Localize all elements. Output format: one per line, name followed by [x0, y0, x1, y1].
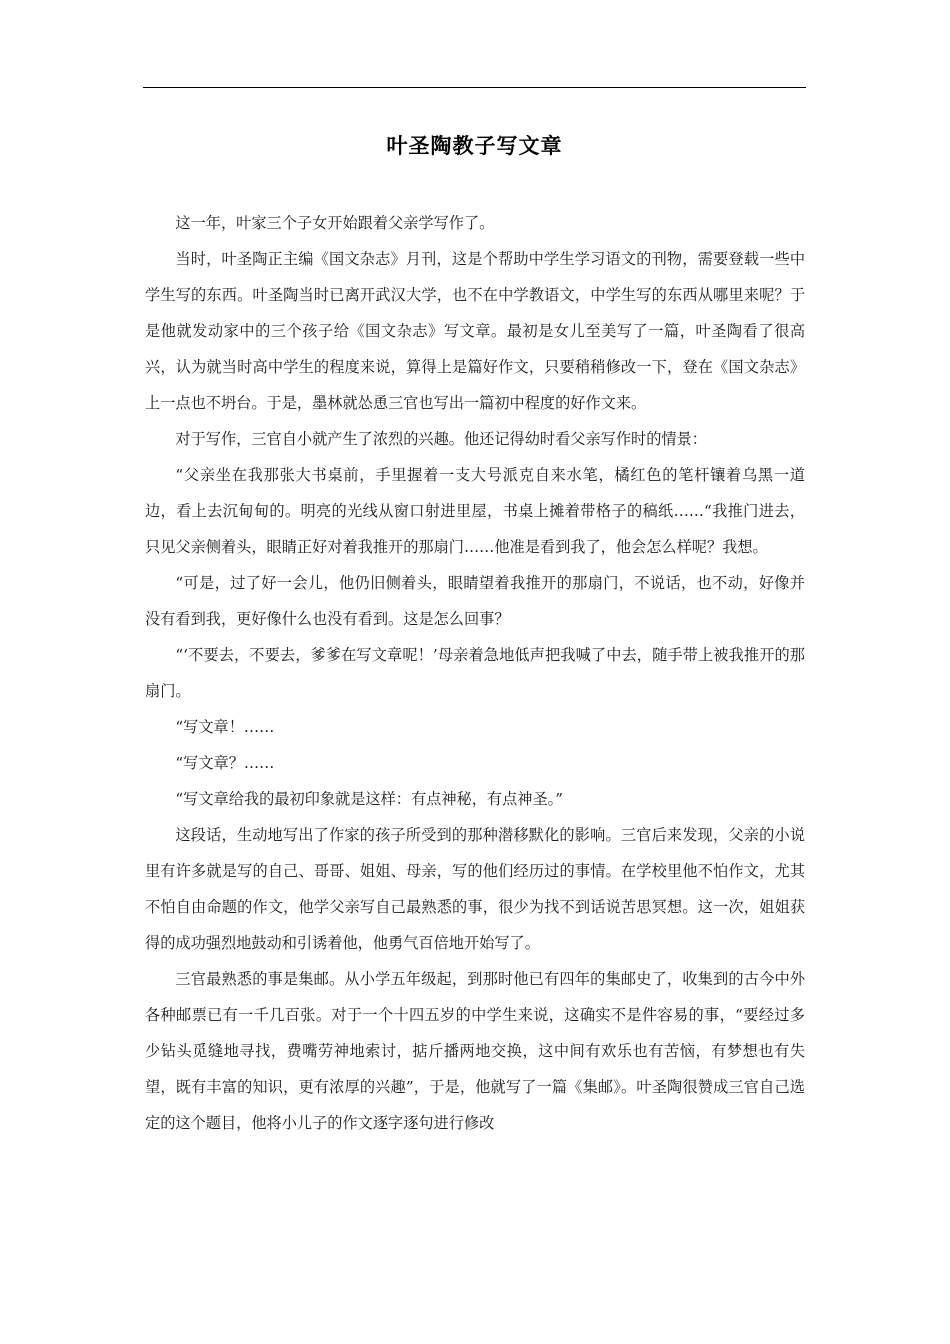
paragraph: “写文章！……	[175, 718, 275, 736]
paragraph: “父亲坐在我那张大书桌前，手里握着一支大号派克自来水笔，橘红色的笔杆镶着乌黑一道边，看上去沉甸甸的。明亮的光线从窗口射进里屋，书桌上摊着带格子的稿纸……“我推门进去，只见父亲侧着头，眼睛正好对着我推开的那扇门……他准是看到我了，他会怎么样呢？我想。	[145, 466, 805, 556]
paragraph: 对于写作，三官自小就产生了浓烈的兴趣。他还记得幼时看父亲写作时的情景：	[175, 430, 707, 448]
paragraph: “写文章给我的最初印象就是这样：有点神秘，有点神圣。”	[175, 790, 564, 808]
paragraph: “写文章？……	[175, 754, 275, 772]
paragraph: “‘不要去，不要去，爹爹在写文章呢！’母亲着急地低声把我喊了中去，随手带上被我推开的那扇门。	[145, 646, 805, 700]
document-title: 叶圣陶教子写文章	[386, 134, 563, 158]
paragraph: 这段话，生动地写出了作家的孩子所受到的那种潜移默化的影响。三官后来发现，父亲的小说里有许多就是写的自己、哥哥、姐姐、母亲，写的他们经历过的事情。在学校里他不怕作文，尤其不怕自由命题的作文，他学父亲写自己最熟悉的事，很少为找不到话说苦思冥想。这一次，姐姐获得的成功强烈地鼓动和引诱着他，他勇气百倍地开始写了。	[145, 826, 805, 952]
paragraph: 三官最熟悉的事是集邮。从小学五年级起，到那时他已有四年的集邮史了，收集到的古今中外各种邮票已有一千几百张。对于一个十四五岁的中学生来说，这确实不是件容易的事，“要经过多少钻头觅缝地寻找，费嘴劳神地索讨，掂斤播两地交换，这中间有欢乐也有苦恼，有梦想也有失望，既有丰富的知识，更有浓厚的兴趣”，于是，他就写了一篇《集邮》。叶圣陶很赞成三官自己选定的这个题目，他将小儿子的作文逐字逐句进行修改	[145, 970, 805, 1132]
header-rule	[143, 87, 806, 88]
paragraph: 当时，叶圣陶正主编《国文杂志》月刊，这是个帮助中学生学习语文的刊物，需要登载一些中学生写的东西。叶圣陶当时已离开武汉大学，也不在中学教语文，中学生写的东西从哪里来呢？于是他就发动家中的三个孩子给《国文杂志》写文章。最初是女儿至美写了一篇，叶圣陶看了很高兴，认为就当时高中学生的程度来说，算得上是篇好作文，只要稍稍修改一下，登在《国文杂志》上一点也不坍台。于是，墨林就怂恿三官也写出一篇初中程度的好作文来。	[145, 250, 805, 412]
paragraph: “可是，过了好一会儿，他仍旧侧着头，眼睛望着我推开的那扇门，不说话，也不动，好像并没有看到我，更好像什么也没有看到。这是怎么回事？	[145, 574, 805, 628]
paragraph: 这一年，叶家三个子女开始跟着父亲学写作了。	[175, 214, 495, 232]
document-body	[145, 205, 805, 1141]
